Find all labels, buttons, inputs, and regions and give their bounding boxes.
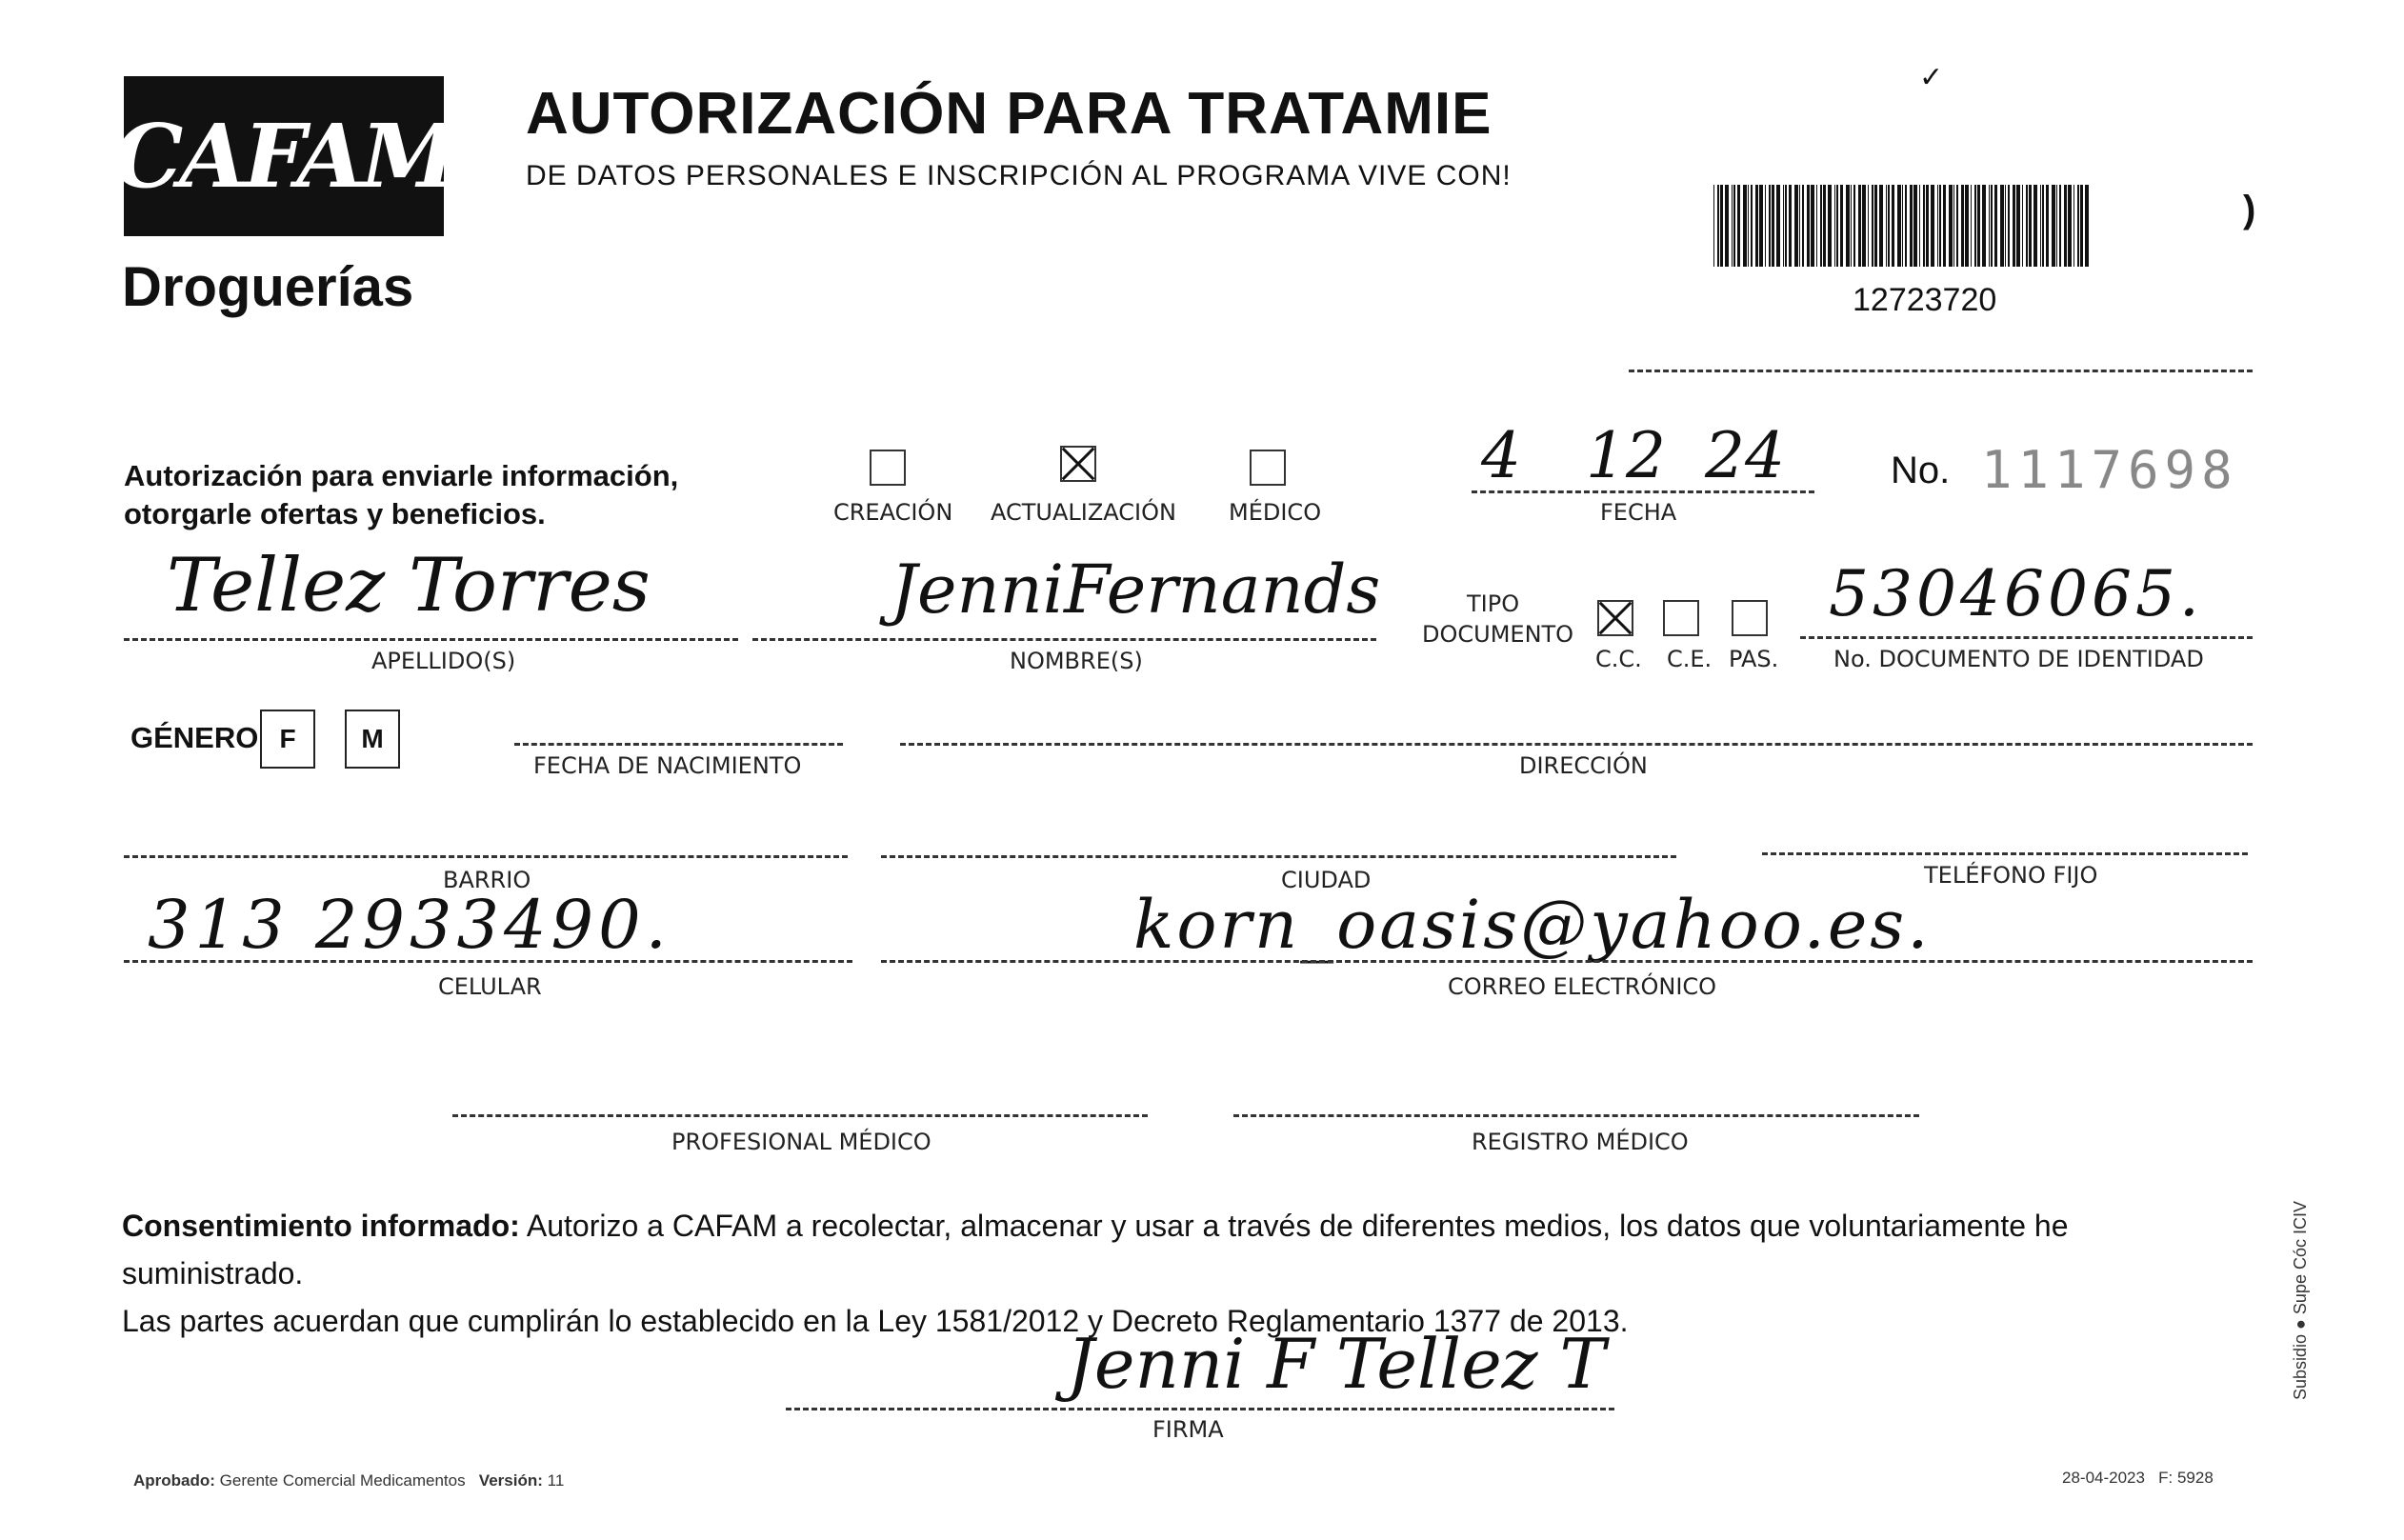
barcode-bar (1953, 185, 1954, 267)
barcode-bar (1799, 185, 1800, 267)
barcode-bar (1868, 185, 1869, 267)
checkbox-ce[interactable] (1663, 600, 1699, 636)
barcode-bar (2056, 185, 2057, 267)
barcode-bar (1776, 185, 1780, 267)
label-ce: C.E. (1667, 646, 1713, 672)
fecha-nacimiento-label: FECHA DE NACIMIENTO (533, 752, 802, 779)
celular-line[interactable] (124, 960, 852, 963)
version-label: Versión: (478, 1471, 543, 1490)
cafam-logo (113, 76, 454, 236)
barcode-bar (1751, 185, 1753, 267)
barcode-bar (1858, 185, 1861, 267)
barcode-bar (1926, 185, 1929, 267)
date-month: 12 (1586, 419, 1666, 492)
footer-approval (133, 1471, 564, 1490)
barcode-bar (1794, 185, 1798, 267)
telefono-label: TELÉFONO FIJO (1924, 862, 2098, 889)
barcode-bar (1743, 185, 1747, 267)
barcode-bar (1789, 185, 1792, 267)
barcode-bar (1919, 185, 1920, 267)
barcode-bar (1811, 185, 1814, 267)
barcode-bar (2029, 185, 2032, 267)
barcode-bar (1834, 185, 1835, 267)
barcode-bar (2073, 185, 2074, 267)
correo-label: CORREO ELECTRÓNICO (1448, 973, 1717, 1000)
label-cc: C.C. (1595, 646, 1642, 672)
barcode-bar (2059, 185, 2061, 267)
barcode-bar (1846, 185, 1850, 267)
barcode-bar (2016, 185, 2020, 267)
telefono-line[interactable] (1762, 852, 2248, 855)
barcode-bar (1913, 185, 1917, 267)
barcode-bar (2052, 185, 2055, 267)
header-dashed-line (1629, 370, 2253, 372)
date-year: 24 (1705, 419, 1785, 492)
barcode-bar (1989, 185, 1990, 267)
checkbox-cc[interactable] (1597, 600, 1633, 636)
barcode-bar (1991, 185, 1993, 267)
barcode-bar (1820, 185, 1822, 267)
genero-f-box[interactable]: F (260, 710, 315, 769)
barcode-bar (1807, 185, 1810, 267)
firma-line[interactable] (786, 1408, 1614, 1410)
label-pas: PAS. (1729, 646, 1779, 672)
barcode-bar (1902, 185, 1903, 267)
barcode-bar (1931, 185, 1934, 267)
barcode-bar (1748, 185, 1749, 267)
barcode-bar (2022, 185, 2023, 267)
barcode-bar (1713, 185, 1714, 267)
checkbox-medico[interactable] (1250, 450, 1286, 486)
barcode-bar (1905, 185, 1907, 267)
barcode-bar (1910, 185, 1913, 267)
genero-m-box[interactable]: M (345, 710, 400, 769)
documento-line[interactable] (1800, 636, 2253, 639)
label-creacion: CREACIÓN (833, 499, 953, 526)
barcode-bar (2077, 185, 2079, 267)
registro-label: REGISTRO MÉDICO (1472, 1129, 1689, 1155)
direccion-line[interactable] (900, 743, 2253, 746)
label-actualizacion: ACTUALIZACIÓN (991, 499, 1176, 526)
barcode-bar (1939, 185, 1941, 267)
check-mark-icon: ✓ (1919, 62, 1944, 93)
consent-bold: Consentimiento informado: (122, 1209, 520, 1243)
apellidos-value: Tellez Torres (167, 543, 651, 629)
barcode-bar (1772, 185, 1774, 267)
tipo-doc-label-2: DOCUMENTO (1422, 621, 1574, 648)
barcode-bar (1892, 185, 1894, 267)
barcode-bar (1956, 185, 1958, 267)
barcode-bar (1725, 185, 1729, 267)
intro-line-2: otorgarle ofertas y beneficios. (124, 497, 546, 530)
version-value: 11 (547, 1471, 565, 1490)
barcode-bar (1765, 185, 1766, 267)
logo-subtitle: Droguerías (122, 256, 414, 318)
documento-label: No. DOCUMENTO DE IDENTIDAD (1833, 646, 2204, 672)
barcode-bar (1886, 185, 1887, 267)
barcode-bar (1888, 185, 1890, 267)
barcode-bar (2046, 185, 2049, 267)
barcode-bar (1853, 185, 1855, 267)
barcode-bar (1816, 185, 1817, 267)
barcode-bar (1937, 185, 1938, 267)
barcode-bar (1733, 185, 1735, 267)
barcode-bar (2000, 185, 2004, 267)
ciudad-line[interactable] (881, 855, 1676, 858)
barcode-bar (1802, 185, 1804, 267)
barcode-bar (2042, 185, 2044, 267)
barcode-bar (1965, 185, 1969, 267)
barcode-bar (1982, 185, 1986, 267)
barcode-bar (1823, 185, 1826, 267)
barcode-bar (1897, 185, 1901, 267)
barcode-bar (2005, 185, 2006, 267)
barcode-bar (1862, 185, 1866, 267)
barcode-bar (1872, 185, 1873, 267)
barcode-bar (1836, 185, 1838, 267)
correo-line[interactable] (881, 960, 2253, 963)
nombres-line[interactable] (752, 638, 1376, 641)
aprobado-label: Aprobado: (133, 1471, 215, 1490)
bracket-mark: ) (2243, 189, 2256, 230)
footer-codes (2062, 1469, 2214, 1488)
label-medico: MÉDICO (1229, 499, 1322, 526)
barcode-bar (1840, 185, 1843, 267)
documento-value: 53046065. (1829, 557, 2203, 630)
barcode-bar (1943, 185, 1946, 267)
date-label: FECHA (1600, 499, 1677, 526)
consent-text-1: Autorizo a CAFAM a recolectar, almacenar y usar a través de diferentes medios, los datos que voluntariamente he suministrado. (122, 1209, 2069, 1290)
barrio-label: BARRIO (443, 867, 531, 893)
barcode-bar (1732, 185, 1733, 267)
barcode-bar (2085, 185, 2089, 267)
barcode-bar (1974, 185, 1976, 267)
apellidos-label: APELLIDO(S) (371, 648, 516, 674)
apellidos-line[interactable] (124, 638, 738, 641)
barcode-bar (1737, 185, 1740, 267)
form-title: AUTORIZACIÓN PARA TRATAMIE (526, 81, 1492, 147)
barcode-bar (1949, 185, 1953, 267)
barcode-bar (1977, 185, 1980, 267)
barcode-bar (1828, 185, 1832, 267)
profesional-line[interactable] (452, 1114, 1148, 1117)
barcode-bar (2064, 185, 2067, 267)
celular-value: 313 2933490. (148, 886, 671, 964)
barcode-bar (1879, 185, 1883, 267)
barcode-bar (1851, 185, 1852, 267)
ciudad-label: CIUDAD (1281, 867, 1372, 893)
footer-f-code: F: 5928 (2158, 1469, 2214, 1487)
side-vertical-text: Subsidio ● Supe Cóc ICIV (2291, 1201, 2310, 1400)
barcode-bar (1769, 185, 1771, 267)
nombres-value: JenniFernands (891, 550, 1381, 629)
barrio-line[interactable] (124, 855, 848, 858)
checkbox-actualizacion[interactable] (1060, 446, 1096, 482)
date-line (1472, 490, 1814, 493)
barcode-bar (1994, 185, 1997, 267)
celular-label: CELULAR (438, 973, 542, 1000)
barcode-bar (1785, 185, 1787, 267)
barcode-bar (2033, 185, 2037, 267)
barcode-bar (1874, 185, 1877, 267)
barcode-bar (2008, 185, 2010, 267)
date-day: 4 (1481, 419, 1521, 492)
profesional-label: PROFESIONAL MÉDICO (671, 1129, 932, 1155)
registro-line[interactable] (1233, 1114, 1919, 1117)
genero-label: GÉNERO (130, 721, 259, 754)
checkbox-pas[interactable] (1732, 600, 1768, 636)
checkbox-creacion[interactable] (870, 450, 906, 486)
aprobado-value: Gerente Comercial Medicamentos (219, 1471, 466, 1490)
footer-date-code: 28-04-2023 (2062, 1469, 2145, 1487)
consent-text-2: Las partes acuerdan que cumplirán lo establecido en la Ley 1581/2012 y Decreto Reglamentario 1377 de 2013. (122, 1304, 1629, 1338)
direccion-label: DIRECCIÓN (1519, 752, 1648, 779)
barcode-number: 12723720 (1853, 282, 1997, 318)
barcode-bar (1923, 185, 1925, 267)
fecha-nacimiento-line[interactable] (514, 743, 843, 746)
barcode-bar (1717, 185, 1719, 267)
firma-label: FIRMA (1152, 1416, 1224, 1443)
number-label: No. (1891, 450, 1951, 491)
barcode-bar (1759, 185, 1763, 267)
logo-text: CAFAM (113, 105, 454, 208)
form-subtitle: DE DATOS PERSONALES E INSCRIPCIÓN AL PROGRAMA VIVE CON! (526, 160, 1512, 191)
barcode-bar (2040, 185, 2041, 267)
intro-text (124, 457, 678, 533)
barcode-bar (1783, 185, 1784, 267)
barcode-bar (1971, 185, 1972, 267)
tipo-doc-label-1: TIPO (1467, 590, 1520, 617)
barcode-bar (1755, 185, 1758, 267)
intro-line-1: Autorización para enviarle información, (124, 459, 679, 492)
barcode-bar (2026, 185, 2028, 267)
barcode-bar (2068, 185, 2072, 267)
barcode-bar (1961, 185, 1964, 267)
correo-value: korn_oasis@yahoo.es. (1133, 886, 1932, 964)
barcode (1710, 185, 2091, 267)
barcode-bar (2080, 185, 2083, 267)
number-value: 1117698 (1981, 440, 2238, 500)
barcode-bar (2013, 185, 2015, 267)
signature: Jenni F Tellez T (1067, 1324, 1606, 1404)
nombres-label: NOMBRE(S) (1010, 648, 1143, 674)
barcode-bar (1720, 185, 1723, 267)
